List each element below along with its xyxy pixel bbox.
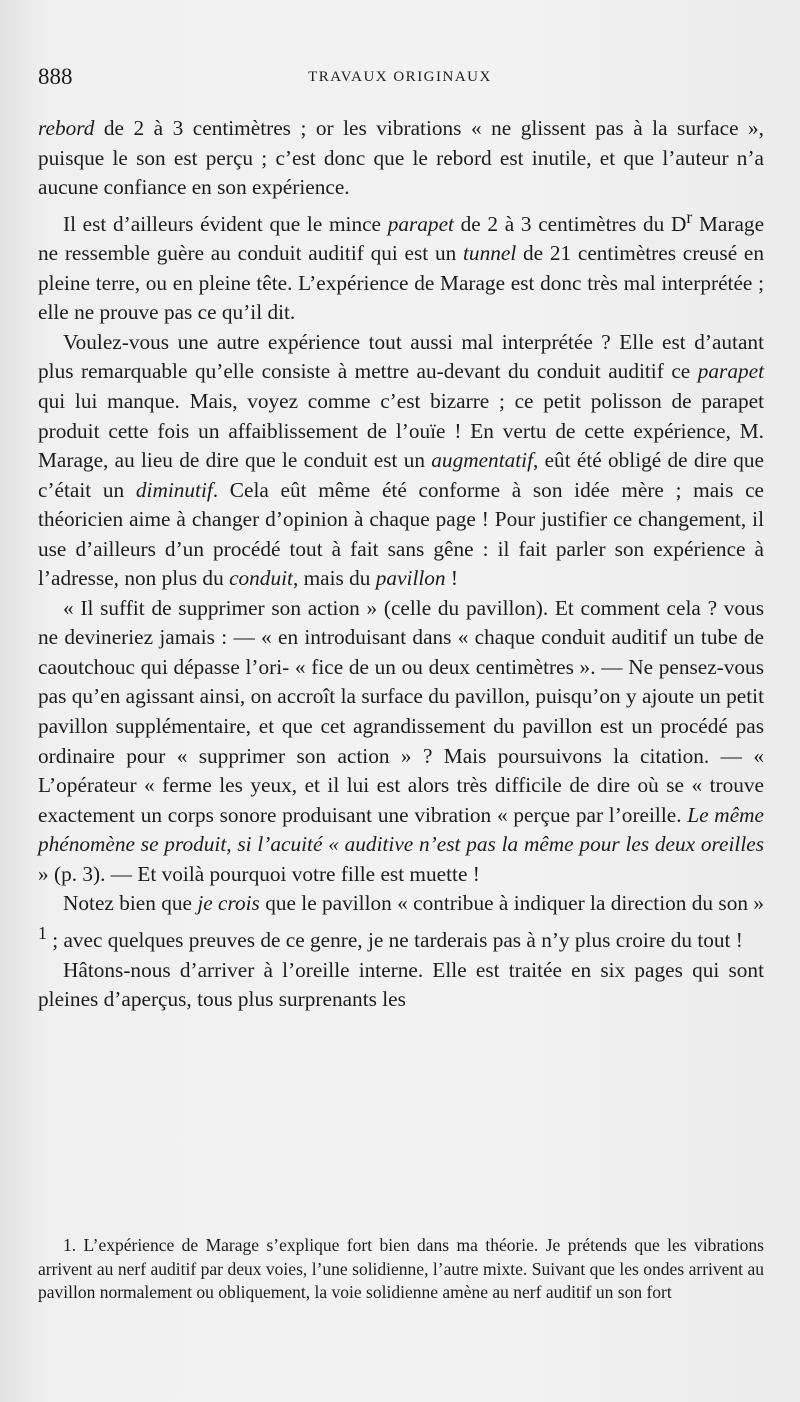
paragraph: rebord de 2 à 3 centimètres ; or les vibrations « ne glissent pas à la surface », puisque le son est perçu ; c’est donc que le rebord est inutile, et que l’auteur n’a aucune confiance en son expérience.: [38, 116, 764, 200]
paragraph: « Il suffit de supprimer son action » (celle du pavillon). Et comment cela ? vous ne devineriez jamais : — « en introduisant dans « chaque conduit auditif un tube de caoutchouc qui dépasse l’ori- « fice de un ou deux centimètres ». — Ne pensez-vous pas qu’en agissant ainsi, on accroît la surface du pavillon, puisqu’on y ajoute un petit pavillon supplémentaire, et que cet agrandissement du pavillon est un procédé pas ordinaire pour « supprimer son action » ? Mais poursuivons la citation. — « L’opérateur « ferme les yeux, et il lui est alors très difficile de dire où se « trouve exactement un corps sonore produisant une vibration « perçue par l’oreille. Le même phénomène se produit, si l’acuité « auditive n’est pas la même pour les deux oreilles » (p. 3). — Et voilà pourquoi votre fille est muette !: [38, 595, 764, 886]
paragraph: Voulez-vous une autre expérience tout aussi mal interprétée ? Elle est d’autant plus remarquable qu’elle consiste à mettre au-devant du conduit auditif ce parapet qui lui manque. Mais, voyez comme c’est bizarre ; ce petit polisson de parapet produit cette fois un affaiblissement de l’ouïe ! En vertu de cette expérience, M. Marage, au lieu de dire que le conduit est un augmentatif, eût été obligé de dire que c’était un diminutif. Cela eût même été conforme à son idée mère ; mais ce théoricien aime à changer d’opinion à chaque page ! Pour justifier ce changement, il use d’ailleurs d’un procédé tout à fait sans gêne : il fait parler son expérience à l’adresse, non plus du conduit, mais du pavillon !: [38, 329, 764, 591]
running-title: TRAVAUX ORIGINAUX: [308, 69, 492, 85]
footnote: 1. L’expérience de Marage s’explique fort bien dans ma théorie. Je prétends que les vibrations arrivent au nerf auditif par deux voies, l’une solidienne, l’autre mixte. Suivant que les ondes arrivent au pavillon normalement ou obliquement, la voie solidienne amène au nerf auditif un son fort: [38, 1235, 764, 1302]
paragraph: Il est d’ailleurs évident que le mince parapet de 2 à 3 centimètres du $D^r$ Marage ne ressemble guère au conduit auditif qui est un tunnel de 21 centimètres creusé en pleine terre, ou en pleine tête. L’expérience de Marage est donc très mal interprétée ; elle ne prouve pas ce qu’il dit.: [38, 206, 765, 325]
paragraph: Notez bien que je crois que le pavillon « contribue à indiquer la direction du son » $^1$ ; avec quelques preuves de ce genre, je ne tarderais pas à n’y plus croire du tout !: [38, 891, 764, 952]
paragraph: Hâtons-nous d’arriver à l’oreille interne. Elle est traitée en six pages qui sont pleines d’aperçus, tous plus surprenants les: [38, 957, 764, 1012]
body-text: [38, 114, 764, 1015]
page-header: [38, 64, 762, 98]
page-number: 888: [38, 64, 73, 89]
